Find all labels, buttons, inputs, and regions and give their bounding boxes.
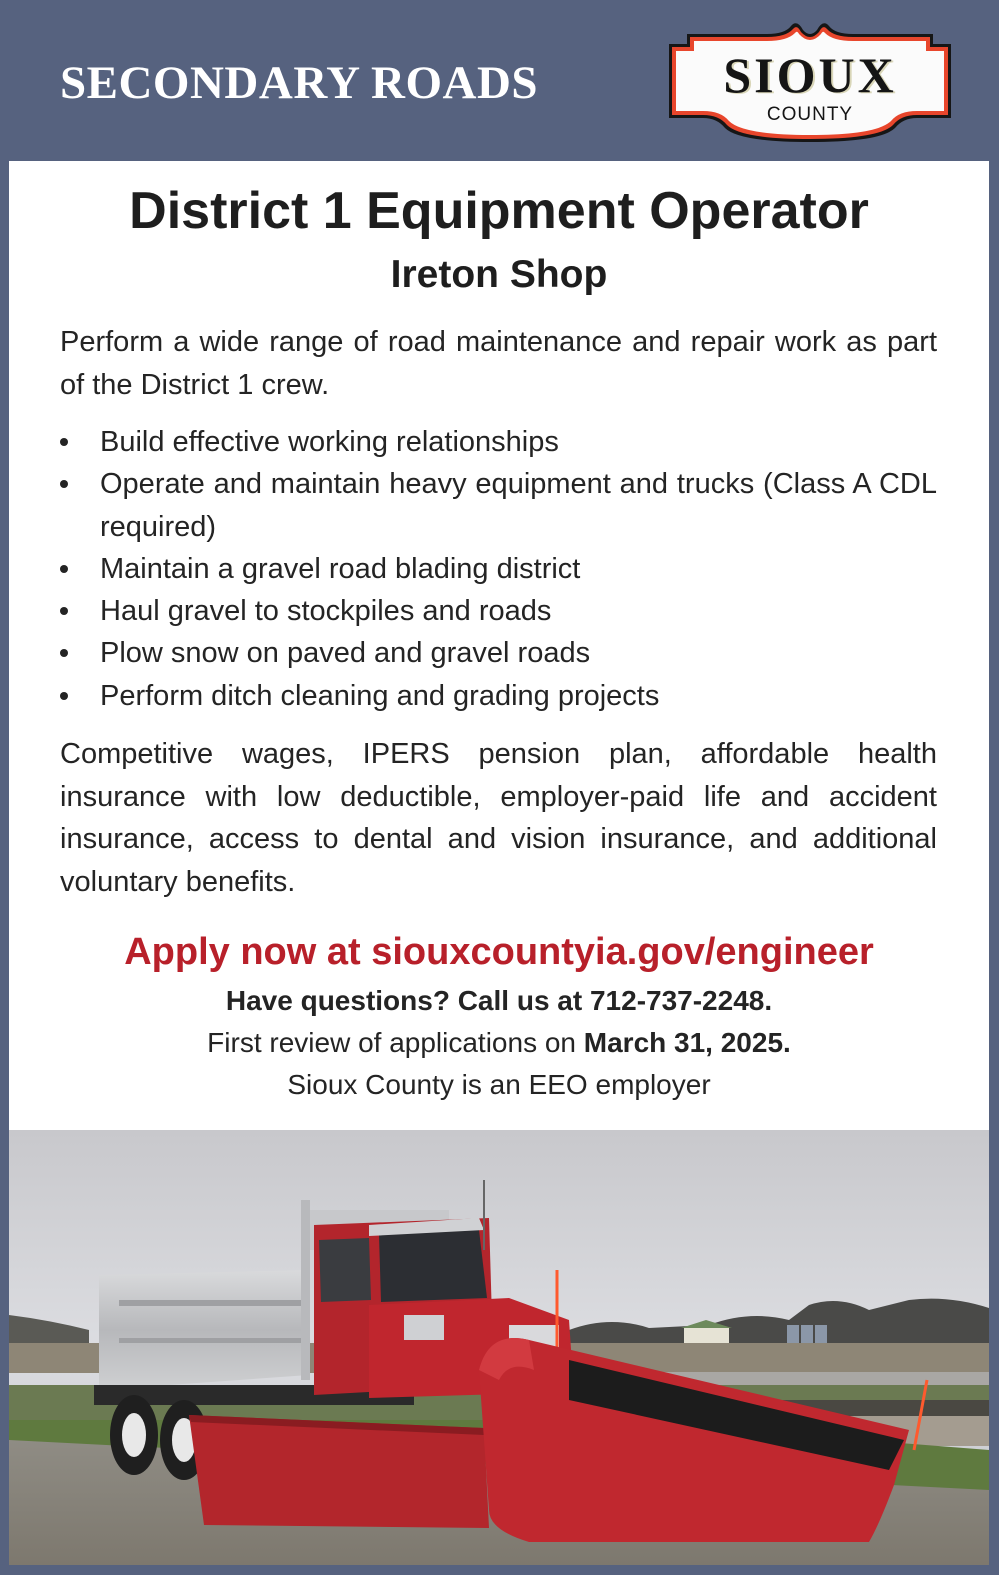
department-title: SECONDARY ROADS [60,57,539,109]
bullet-icon [60,649,68,657]
sioux-county-logo [667,20,953,144]
job-title: District 1 Equipment Operator [129,182,869,240]
duty-text: Haul gravel to stockpiles and roads [100,595,552,628]
duty-text: Plow snow on paved and gravel roads [100,637,591,670]
apply-link[interactable]: Apply now at siouxcountyia.gov/engineer [124,931,874,973]
snowplow-truck-photo [9,1130,989,1565]
bullet-icon [60,480,68,488]
logo-main-text: SIOUX [723,47,897,103]
duty-text: Maintain a gravel road blading district [100,552,581,585]
list-item [60,632,937,674]
duty-text: Build effective working relationships [100,426,559,458]
review-date: March 31, 2025. [583,1027,791,1058]
bullet-icon [60,565,68,573]
list-item [60,675,937,717]
review-prefix: First review of applications on [207,1027,584,1058]
logo-sub-text: COUNTY [766,104,854,125]
bullet-icon [60,438,68,446]
list-item [60,548,937,590]
content-panel [9,161,989,1130]
duty-text: Perform ditch cleaning and grading projects [100,679,660,712]
truck-image-icon [9,1130,989,1565]
duties-list [60,421,937,717]
job-location: Ireton Shop [390,253,608,296]
phone-contact: Have questions? Call us at 712-737-2248. [225,985,773,1016]
list-item [60,421,937,463]
eeo-statement: Sioux County is an EEO employer [287,1069,711,1100]
duty-text: Operate and maintain heavy equipment and trucks (Class A CDL required) [100,468,937,543]
bullet-icon [60,607,68,615]
job-intro: Perform a wide range of road maintenance and repair work as part of the District 1 crew. [60,326,937,401]
list-item [60,463,937,548]
benefits-text: Competitive wages, IPERS pension plan, affordable health insurance with low deductible, employer-paid life and accident insurance, access to dental and vision insurance, and additional voluntary benefits. [60,738,937,898]
list-item [60,590,937,632]
bullet-icon [60,692,68,700]
header-band [0,0,999,161]
review-date-line [9,1027,989,1059]
